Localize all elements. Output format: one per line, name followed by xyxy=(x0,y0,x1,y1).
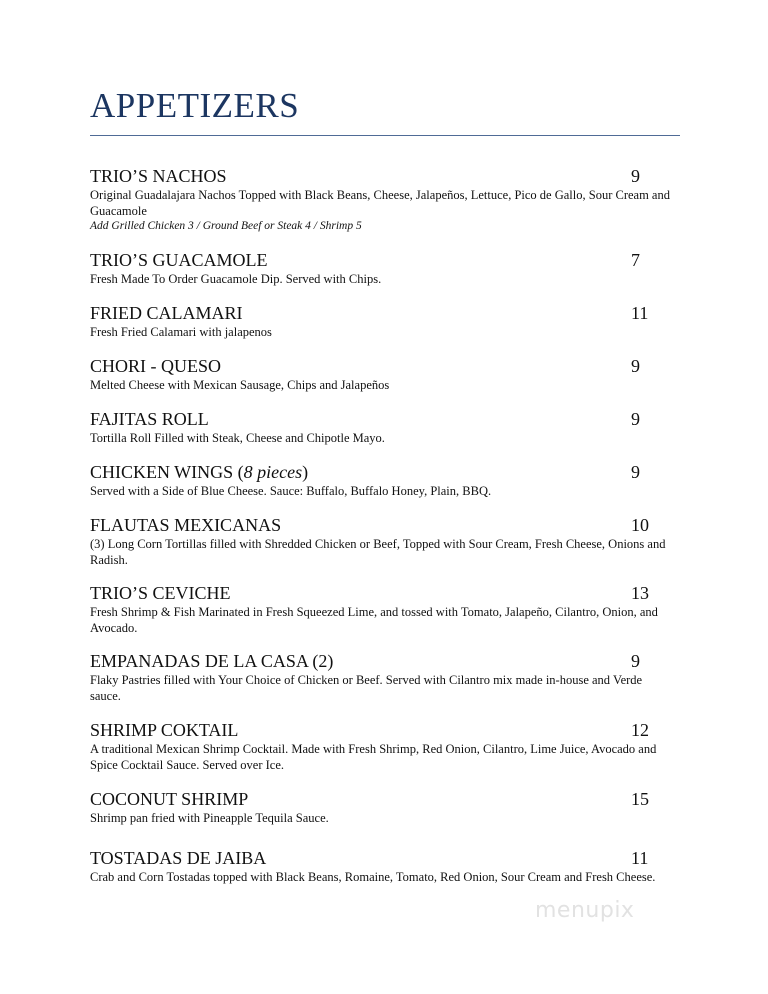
item-price: 12 xyxy=(631,720,649,740)
item-description: Flaky Pastries filled with Your Choice of Chicken or Beef. Served with Cilantro mix made in-house and Verde sauce. xyxy=(90,673,643,703)
item-price: 13 xyxy=(631,583,649,603)
item-price: 9 xyxy=(631,651,640,671)
menu-item-trios-guacamole xyxy=(90,250,680,287)
item-name: TRIO’S GUACAMOLE xyxy=(90,250,268,270)
item-price: 15 xyxy=(631,789,649,809)
item-addon-note: Add Grilled Chicken 3 / Ground Beef or Steak 4 / Shrimp 5 xyxy=(90,220,362,232)
item-description: Fresh Fried Calamari with jalapenos xyxy=(90,325,272,339)
item-name: TRIO’S CEVICHE xyxy=(90,583,231,603)
item-description: A traditional Mexican Shrimp Cocktail. Made with Fresh Shrimp, Red Onion, Cilantro, Lime Juice, Avocado and Spice Cocktail Sauce. Served over Ice. xyxy=(90,742,657,772)
menu-item-trios-nachos xyxy=(90,166,680,234)
item-description: Shrimp pan fried with Pineapple Tequila Sauce. xyxy=(90,811,329,825)
menu-item-fried-calamari xyxy=(90,303,680,340)
menu-item-chori-queso xyxy=(90,356,680,393)
item-price: 7 xyxy=(631,250,640,270)
item-description: Melted Cheese with Mexican Sausage, Chips and Jalapeños xyxy=(90,378,390,392)
item-name: FLAUTAS MEXICANAS xyxy=(90,515,282,535)
item-name: SHRIMP COKTAIL xyxy=(90,720,239,740)
item-name: FAJITAS ROLL xyxy=(90,409,209,429)
menu-item-trios-ceviche xyxy=(90,583,680,636)
item-name: TRIO’S NACHOS xyxy=(90,166,227,186)
item-description: Fresh Made To Order Guacamole Dip. Served with Chips. xyxy=(90,272,382,286)
item-description: (3) Long Corn Tortillas filled with Shredded Chicken or Beef, Topped with Sour Cream, Fresh Cheese, Onions and Radish. xyxy=(90,537,666,567)
item-description: Tortilla Roll Filled with Steak, Cheese and Chipotle Mayo. xyxy=(90,431,385,445)
item-name: TOSTADAS DE JAIBA xyxy=(90,848,267,868)
menu-item-flautas-mexicanas xyxy=(90,515,680,568)
item-name-text: CHICKEN WINGS xyxy=(90,462,234,482)
item-price: 9 xyxy=(631,166,640,186)
item-name: COCONUT SHRIMP xyxy=(90,789,249,809)
item-description: Fresh Shrimp & Fish Marinated in Fresh Squeezed Lime, and tossed with Tomato, Jalapeño, Cilantro, Onion, and Avocado. xyxy=(90,605,658,635)
item-name-qualifier: 8 pieces xyxy=(243,462,303,482)
item-price: 11 xyxy=(631,303,649,323)
menu-item-shrimp-coktail xyxy=(90,720,680,773)
item-price: 9 xyxy=(631,356,640,376)
item-price: 9 xyxy=(631,462,640,482)
section-title: APPETIZERS xyxy=(90,86,300,125)
item-description: Original Guadalajara Nachos Topped with Black Beans, Cheese, Jalapeños, Lettuce, Pico de Gallo, Sour Cream and Guacamole xyxy=(90,188,670,218)
menu-item-coconut-shrimp xyxy=(90,789,680,826)
menu-item-tostadas-de-jaiba xyxy=(90,848,680,885)
item-name: FRIED CALAMARI xyxy=(90,303,243,323)
item-price: 9 xyxy=(631,409,640,429)
menu-item-chicken-wings xyxy=(90,462,680,499)
item-name: CHICKEN WINGS (8 pieces) xyxy=(90,462,309,482)
item-price: 11 xyxy=(631,848,649,868)
menu-item-empanadas-de-la-casa xyxy=(90,651,680,704)
item-name: CHORI - QUESO xyxy=(90,356,222,376)
menu-item-fajitas-roll xyxy=(90,409,680,446)
watermark-logo: menupix xyxy=(535,898,635,923)
title-divider xyxy=(90,135,680,136)
item-name: EMPANADAS DE LA CASA (2) xyxy=(90,651,334,671)
item-description: Served with a Side of Blue Cheese. Sauce: Buffalo, Buffalo Honey, Plain, BBQ. xyxy=(90,484,492,498)
item-description: Crab and Corn Tostadas topped with Black Beans, Romaine, Tomato, Red Onion, Sour Cream and Fresh Cheese. xyxy=(90,870,656,884)
item-price: 10 xyxy=(631,515,649,535)
